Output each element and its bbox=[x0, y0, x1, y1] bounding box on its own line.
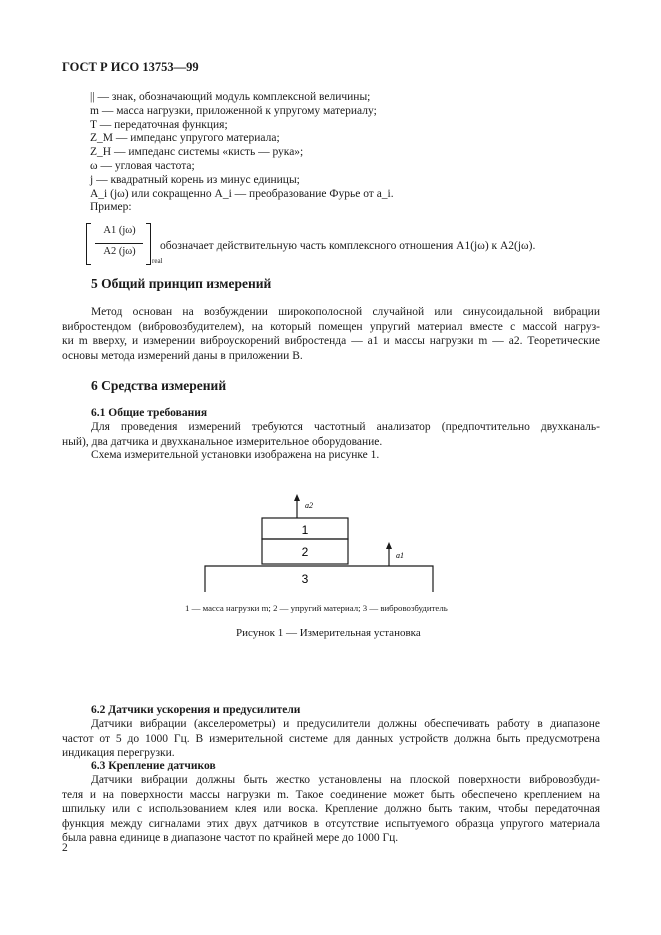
document-header: ГОСТ Р ИСО 13753—99 bbox=[62, 60, 199, 74]
definition-line: T — передаточная функция; bbox=[90, 118, 228, 131]
section-5-paragraph bbox=[62, 305, 600, 363]
definition-line: m — масса нагрузки, приложенной к упругому материалу; bbox=[90, 104, 377, 117]
formula-numerator: A1 (jω) bbox=[103, 225, 136, 236]
paragraph-line: была равна единице в диапазоне частот по крайней мере до 1000 Гц. bbox=[62, 832, 399, 845]
example-explanation: обозначает действительную часть комплексного отношения A1(jω) к A2(jω). bbox=[160, 240, 536, 252]
paragraph-line: теля и на поверхности массы нагрузки m. Такое соединение может быть обеспечено креплением на bbox=[62, 788, 600, 801]
figure-legend: 1 — масса нагрузки m; 2 — упругий материал; 3 — вибровозбудитель bbox=[185, 603, 448, 613]
definition-line: ω — угловая частота; bbox=[90, 159, 195, 172]
measurement-setup-figure bbox=[195, 492, 445, 602]
definition-line: A_i (jω) или сокращенно A_i — преобразование Фурье от a_i. bbox=[90, 187, 394, 200]
arrow-a2-label: a2 bbox=[305, 501, 313, 510]
paragraph-line: частот от 5 до 1000 Гц. В измерительной системе для данных устройств должна быть предусмотрена bbox=[62, 732, 600, 745]
load-mass-block bbox=[262, 518, 348, 539]
example-label: Пример: bbox=[90, 201, 132, 214]
paragraph-line: вибростендом (вибровозбудителем), на который помещен упругий материал вместе с массой нагруз- bbox=[62, 320, 600, 333]
block-label-3: 3 bbox=[301, 572, 309, 586]
arrow-a1-icon bbox=[386, 542, 392, 566]
block-label-2: 2 bbox=[301, 545, 309, 559]
subsection-6-2-title: 6.2 Датчики ускорения и предусилители bbox=[91, 704, 301, 716]
section-5-title: 5 Общий принцип измерений bbox=[91, 276, 272, 291]
block-label-1: 1 bbox=[301, 523, 309, 537]
symbol-definitions bbox=[90, 91, 610, 215]
paragraph-line: основы метода измерений даны в приложении В. bbox=[62, 349, 303, 362]
paragraph-line: Метод основан на возбуждении широкополосной случайной или синусоидальной вибрации bbox=[91, 306, 600, 318]
paragraph-line: ки m вверху, и измерении виброускорений вибростенда — a1 и массы нагрузки m — a2. Теоретические bbox=[62, 335, 600, 348]
formula-fraction-bar bbox=[95, 243, 143, 244]
subsection-6-1-paragraph bbox=[62, 420, 600, 449]
figure-caption: Рисунок 1 — Измерительная установка bbox=[236, 627, 421, 639]
vibration-exciter-block bbox=[205, 566, 433, 592]
formula-bracket-right bbox=[146, 223, 151, 265]
paragraph-line: функция между сигналами этих двух датчиков в отсутствие испытуемого образца упругого материала bbox=[62, 817, 600, 830]
definition-line: || — знак, обозначающий модуль комплексной величины; bbox=[90, 91, 371, 103]
paragraph-line: шпильку или с использованием клея или воска. Крепление должно быть таким, чтобы передаточная bbox=[62, 803, 600, 816]
elastic-material-block bbox=[262, 539, 348, 564]
paragraph-line: Датчики вибрации должны быть жестко установлены на плоской поверхности вибровозбуди- bbox=[91, 774, 600, 786]
formula-bracket-left bbox=[86, 223, 91, 265]
subsection-6-3-paragraph bbox=[62, 773, 600, 846]
paragraph-line: Датчики вибрации (акселерометры) и предусилители должны обеспечивать работу в диапазоне bbox=[91, 718, 600, 730]
paragraph-line: Для проведения измерений требуются частотный анализатор (предпочтительно двухканаль- bbox=[91, 421, 600, 433]
section-6-title: 6 Средства измерений bbox=[91, 378, 227, 393]
formula-subscript: real bbox=[152, 257, 163, 265]
definition-line: j — квадратный корень из минус единицы; bbox=[90, 173, 300, 186]
subsection-6-2-paragraph bbox=[62, 717, 600, 761]
definition-line: Z_M — импеданс упругого материала; bbox=[90, 132, 280, 145]
arrow-a2-icon bbox=[294, 494, 300, 518]
subsection-6-3-title: 6.3 Крепление датчиков bbox=[91, 760, 216, 772]
page-number: 2 bbox=[62, 842, 68, 854]
scheme-reference: Схема измерительной установки изображена на рисунке 1. bbox=[91, 449, 380, 461]
subsection-6-1-title: 6.1 Общие требования bbox=[91, 407, 208, 419]
paragraph-line: ный), два датчика и двухканальное измерительное оборудование. bbox=[62, 435, 383, 448]
definition-line: Z_H — импеданс системы «кисть — рука»; bbox=[90, 146, 304, 159]
paragraph-line: индикация перегрузки. bbox=[62, 747, 175, 760]
example-formula bbox=[86, 223, 163, 267]
arrow-a1-label: a1 bbox=[396, 551, 404, 560]
formula-denominator: A2 (jω) bbox=[103, 246, 136, 257]
